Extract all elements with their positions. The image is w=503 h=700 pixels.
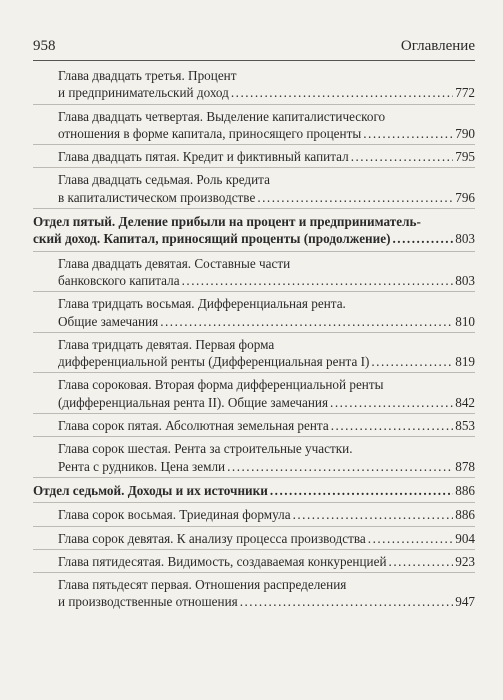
- page-ref: 842: [455, 394, 475, 410]
- entry-title-line: и производственные отношения: [58, 594, 238, 610]
- toc-chapter-entry[interactable]: [33, 503, 475, 525]
- page-ref: 810: [455, 313, 475, 329]
- toc-chapter-entry[interactable]: [33, 373, 475, 413]
- dot-leader: [227, 458, 453, 475]
- entry-title-line: Глава тридцать восьмая. Дифференциальная рента.: [58, 296, 346, 312]
- entry-last-line: [58, 458, 475, 475]
- page-ref: 803: [455, 231, 475, 247]
- entry-last-line: [58, 417, 475, 434]
- toc-chapter-entry[interactable]: [33, 252, 475, 292]
- entry-last-line: [58, 553, 475, 570]
- toc-chapter-entry[interactable]: [33, 168, 475, 208]
- page-ref: 904: [455, 530, 475, 546]
- page-ref: 803: [455, 272, 475, 288]
- entry-last-line: [58, 84, 475, 101]
- dot-leader: [182, 272, 454, 289]
- toc-chapter-entry[interactable]: [33, 437, 475, 477]
- entry-title-line: Глава сороковая. Вторая форма дифференциальной ренты: [58, 377, 384, 393]
- entry-last-line: [33, 482, 475, 499]
- toc-chapter-entry[interactable]: [33, 292, 475, 332]
- dot-leader: [293, 506, 454, 523]
- entry-title-line: Глава двадцать четвертая. Выделение капиталистического: [58, 108, 386, 124]
- entry-title-line: Глава двадцать девятая. Составные части: [58, 255, 291, 271]
- toc-section-entry[interactable]: [33, 478, 475, 502]
- toc-chapter-entry[interactable]: [33, 333, 475, 373]
- entry-last-line: [58, 189, 475, 206]
- page-ref: 796: [455, 189, 475, 205]
- dot-leader: [257, 189, 453, 206]
- entry-last-line: [58, 125, 475, 142]
- table-of-contents: [33, 64, 475, 613]
- dot-leader: [160, 313, 453, 330]
- dot-leader: [371, 353, 453, 370]
- page-ref: 886: [455, 482, 475, 498]
- dot-leader: [368, 530, 453, 547]
- entry-title-line: Глава двадцать третья. Процент: [58, 68, 237, 83]
- page-ref: 795: [455, 149, 475, 165]
- entry-last-line: [58, 593, 475, 610]
- page-ref: 772: [455, 85, 475, 101]
- entry-last-line: [58, 148, 475, 165]
- header-rule: [33, 60, 475, 61]
- dot-leader: [231, 84, 453, 101]
- entry-title-line: Глава сорок девятая. К анализу процесса производства: [58, 530, 366, 546]
- entry-last-line: [33, 230, 475, 247]
- page-ref: 923: [455, 553, 475, 569]
- entry-last-line: [58, 394, 475, 411]
- entry-title-line: Глава двадцать пятая. Кредит и фиктивный капитал: [58, 149, 349, 165]
- entry-title-line: Глава сорок восьмая. Триединая формула: [58, 507, 291, 523]
- dot-leader: [351, 148, 454, 165]
- toc-chapter-entry[interactable]: [33, 414, 475, 436]
- entry-title-line: Отдел седьмой. Доходы и их источники: [33, 482, 268, 498]
- entry-title-line: отношения в форме капитала, приносящего проценты: [58, 125, 362, 141]
- entry-title-line: Глава пятидесятая. Видимость, создаваемая конкуренцией: [58, 553, 387, 569]
- toc-section-entry[interactable]: [33, 209, 475, 251]
- page-ref: 947: [455, 594, 475, 610]
- entry-title-line: банковского капитала: [58, 272, 180, 288]
- entry-title-line: Общие замечания: [58, 313, 159, 329]
- entry-title-line: (дифференциальная рента II). Общие замечания: [58, 394, 329, 410]
- entry-title-line: ский доход. Капитал, приносящий проценты (продолжение): [33, 231, 391, 247]
- entry-title-line: в капиталистическом производстве: [58, 189, 256, 205]
- entry-title-line: Глава пятьдесят первая. Отношения распределения: [58, 577, 347, 593]
- entry-title-line: и предпринимательский доход: [58, 85, 229, 101]
- toc-chapter-entry[interactable]: [33, 145, 475, 167]
- entry-title-line: Глава сорок пятая. Абсолютная земельная рента: [58, 418, 329, 434]
- entry-last-line: [58, 353, 475, 370]
- entry-title-line: дифференциальной ренты (Дифференциальная рента I): [58, 354, 370, 370]
- entry-last-line: [58, 530, 475, 547]
- toc-chapter-entry[interactable]: [33, 105, 475, 145]
- page-header: [33, 38, 475, 56]
- page-ref: 819: [455, 354, 475, 370]
- dot-leader: [270, 482, 453, 499]
- toc-chapter-entry[interactable]: [33, 527, 475, 549]
- running-title: Оглавление: [400, 38, 475, 54]
- page-ref: 886: [455, 507, 475, 523]
- dot-leader: [331, 417, 454, 434]
- page-ref: 878: [455, 458, 475, 474]
- dot-leader: [389, 553, 454, 570]
- dot-leader: [330, 394, 453, 411]
- entry-title-line: Отдел пятый. Деление прибыли на процент и предприниматель-: [33, 214, 421, 230]
- dot-leader: [240, 593, 454, 610]
- toc-chapter-entry[interactable]: [33, 550, 475, 572]
- toc-chapter-entry[interactable]: [33, 64, 475, 104]
- page-number: 958: [33, 38, 56, 54]
- entry-title-line: Глава сорок шестая. Рента за строительные участки.: [58, 441, 353, 457]
- entry-title-line: Глава тридцать девятая. Первая форма: [58, 336, 275, 352]
- page-ref: 853: [455, 418, 475, 434]
- toc-chapter-entry[interactable]: [33, 573, 475, 613]
- entry-title-line: Рента с рудников. Цена земли: [58, 458, 226, 474]
- dot-leader: [363, 125, 453, 142]
- entry-last-line: [58, 272, 475, 289]
- entry-last-line: [58, 506, 475, 523]
- page-ref: 790: [455, 125, 475, 141]
- entry-last-line: [58, 313, 475, 330]
- entry-title-line: Глава двадцать седьмая. Роль кредита: [58, 172, 270, 188]
- dot-leader: [393, 230, 454, 247]
